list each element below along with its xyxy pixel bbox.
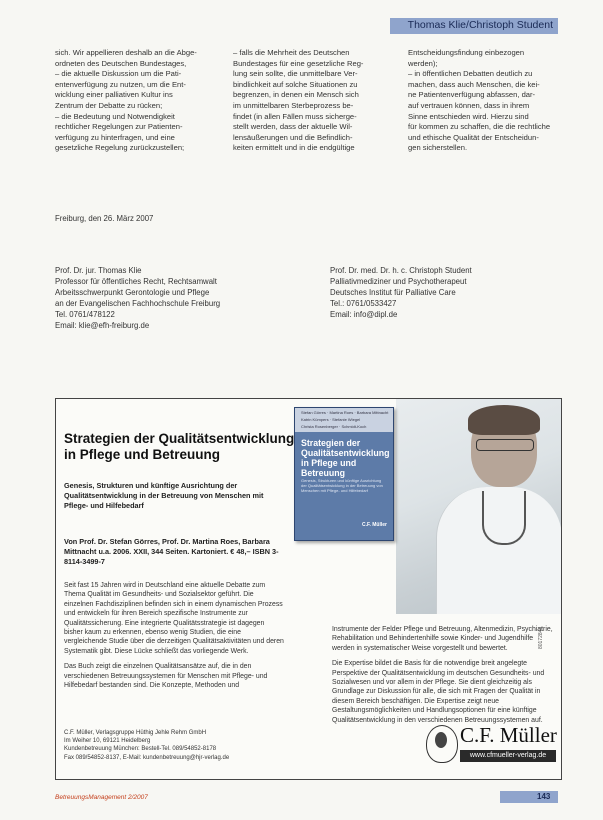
journal-name: BetreuungsManagement 2/2007 <box>55 794 148 801</box>
book-cover-title: Strategien der Qualitätsentwicklung in Pflege und Betreuung <box>301 438 390 478</box>
contact-line[interactable]: Fax 089/54852-8137, E-Mail: kundenbetreuung@hjr-verlag.de <box>64 754 230 761</box>
address-line: Professor für öffentliches Recht, Rechtsamwalt <box>55 277 217 286</box>
ad-paragraph: Das Buch zeigt die einzelnen Qualitätsansätze auf, die in den verschiedenen Betreuungssystemen für Menschen mit Pflege- und Hilfebedarf bestanden sind. Die Konzepte, Methoden und <box>64 663 268 690</box>
ad-body-right <box>332 625 554 731</box>
ad-paragraph: Seit fast 15 Jahren wird in Deutschland eine aktuelle Debatte zum Thema Qualität im Gesundheits- und Sozialsektor geführt. Die einzelnen Fachdisziplinen befinden sich in einem dynamischen Prozess und entwickeln für ihren Bereich spezifische Instrumente zur Qualitätssicherung. Eine integrierte Qualitätsstrategie ist dagegen bisher kaum zu erkennen, ebenso wenig Studien, die eine vergleichende Studie über die derzeitigen Qualitätsaktivitäten und deren Systematik gibt. Diese Lücke schließt das vorliegende Werk. <box>64 582 284 655</box>
contact-line: Im Weiher 10, 69121 Heidelberg <box>64 738 151 745</box>
address-line: Prof. Dr. jur. Thomas Klie <box>55 266 142 275</box>
text-line: findet (in allen Fällen muss sicherge- <box>233 111 357 121</box>
text-line: begrenzen, in denen ein Mensch sich <box>233 90 359 100</box>
column-1 <box>55 48 215 154</box>
text-line: – in öffentlichen Debatten deutlich zu <box>408 69 533 79</box>
text-line: rechtlicher Regelungen zur Patienten- <box>55 122 183 132</box>
text-line: verfügung zu hinterfragen, und eine <box>55 132 175 142</box>
text-columns <box>55 48 560 208</box>
ad-paragraph: Die Expertise bildet die Basis für die notwendige breit angelegte Perspektive der Qualitätsentwicklung im deutschen Gesundheits- und Sozialwesen und vor allem in der Pflege. Sie dient gleichzeitig als Grundlage zur Diskussion für alle, die sich mit Fragen der Qualität in diesem Bereich beschäftigen. Die Expertise zeigt neue Gestaltungsmöglichkeiten und Handlungsoptionen für eine künftige Qualitätsentwicklung in den verschiedenen Betreuungssystemen auf. <box>332 660 545 724</box>
ad-subtitle: Genesis, Strukturen und künftige Ausrichtung der Qualitätsentwicklung in der Betreuung von Menschen mit Pflege- und Hilfebedarf <box>64 481 264 510</box>
text-line: werden); <box>408 58 438 68</box>
ad-title: Strategien der Qualitätsentwicklung in Pflege und Betreuung <box>64 431 295 462</box>
address-email[interactable]: Email: klie@efh-freiburg.de <box>55 321 150 330</box>
text-line: gesetzliche Regelung zurückzustellen; <box>55 143 185 153</box>
text-line: ordneten des Deutschen Bundestages, <box>55 58 187 68</box>
address-line: Tel. 0761/478122 <box>55 310 115 319</box>
text-line: wicklung einer palliativen Kultur ins <box>55 90 173 100</box>
text-line: – falls die Mehrheit des Deutschen <box>233 48 350 57</box>
text-line: stellt werden, dass der aktuelle Wil- <box>233 122 353 132</box>
text-line: Zentrum der Debatte zu rücken; <box>55 100 163 110</box>
text-line: lensäußerungen und die Befindlich- <box>233 132 353 142</box>
column-3 <box>408 48 568 154</box>
book-advertisement <box>55 398 562 780</box>
text-line: Bundestages für eine gesetzliche Reg- <box>233 58 364 68</box>
book-cover[interactable] <box>294 407 394 541</box>
contact-line: C.F. Müller, Verlagsgruppe Hüthig Jehle Rehm GmbH <box>64 730 207 736</box>
text-line: entenverfügung zu nutzen, um die Ent- <box>55 79 186 89</box>
text-line: Entscheidungsfindung einbezogen <box>408 48 525 57</box>
book-author-line: Katrin Kümpers · Stefanie Wiegel <box>301 417 361 422</box>
text-line: gen sicherstellen. <box>408 143 468 153</box>
hair-shape <box>468 405 540 435</box>
doctor-photo <box>396 399 561 614</box>
publisher-contact <box>64 729 229 762</box>
author-address-student <box>330 265 472 320</box>
address-email[interactable]: Email: info@dipl.de <box>330 310 398 319</box>
address-line: Tel.: 0761/0533427 <box>330 299 397 308</box>
text-line: für kommen zu schaffen, die die rechtliche <box>408 122 551 132</box>
address-line: Arbeitsschwerpunkt Gerontologie und Pflege <box>55 288 210 297</box>
logo-name: C.F. Müller <box>460 723 557 747</box>
address-line: Deutsches Institut für Palliative Care <box>330 288 456 297</box>
text-line: Sinne entschieden wird. Hierzu sind <box>408 111 529 121</box>
text-line: – die Bedeutung und Notwendigkeit <box>55 111 175 121</box>
stethoscope-shape <box>482 491 526 545</box>
book-cover-subtitle: Genesis, Strukturen und künftige Ausrichtung der Qualitätsentwicklung in der Betreuung von Menschen mit Pflege- und Hilfebedarf <box>301 478 383 493</box>
book-author-line: Stefan Görres · Martina Roes · Barbara Mittnacht <box>301 410 389 415</box>
text-line: keiten ermittelt und in die endgültige <box>233 143 355 153</box>
ad-body-left <box>64 581 284 696</box>
logo-url[interactable]: www.cfmueller-verlag.de <box>460 750 556 762</box>
glasses-shape <box>476 439 534 451</box>
address-line: Prof. Dr. med. Dr. h. c. Christoph Student <box>330 266 472 275</box>
page-number: 143 <box>537 792 551 801</box>
text-line: und ethische Qualität der Entscheidun- <box>408 132 539 142</box>
book-cover-publisher: C.F. Müller <box>361 522 387 528</box>
text-line: im unmittelbaren Sterbeprozess be- <box>233 100 354 110</box>
text-line: ne Patientenverfügung abfassen, dar- <box>408 90 536 100</box>
book-cover-authors <box>295 408 393 432</box>
ad-paragraph: Instrumente der Felder Pflege und Betreuung, Altenmedizin, Psychiatrie, Rehabilitation und Behindertenhilfe sowie Kinder- und Jugendhilfe werden in systematischer Weise vorgestellt und bewertet. <box>332 626 553 652</box>
text-line: – die aktuelle Diskussion um die Pati- <box>55 69 182 79</box>
seal-icon <box>426 725 458 763</box>
ad-authors: Von Prof. Dr. Stefan Görres, Prof. Dr. Martina Roes, Barbara Mittnacht u.a. 2006. XXII, 344 Seiten. Kartoniert. € 48,– ISBN 3-8114-3499-7 <box>64 537 279 566</box>
contact-line: Kundenbetreuung München: Bestell-Tel. 089/54852-8178 <box>64 746 217 753</box>
ad-code: 80172846 <box>538 626 544 649</box>
text-line: bindlichkeit auf solche Situationen zu <box>233 79 358 89</box>
text-line: lung sein sollte, die unmittelbare Ver- <box>233 69 358 79</box>
text-line: machen, dass auch Menschen, die kei- <box>408 79 540 89</box>
text-line: sich. Wir appellieren deshalb an die Abge- <box>55 48 197 57</box>
publisher-logo[interactable] <box>426 719 558 773</box>
address-line: an der Evangelischen Fachhochschule Freiburg <box>55 299 221 308</box>
column-2 <box>233 48 393 154</box>
dateline: Freiburg, den 26. März 2007 <box>55 214 154 223</box>
text-line: auf vertrauen können, dass in ihrem <box>408 100 530 110</box>
address-line: Palliativmediziner und Psychotherapeut <box>330 277 467 286</box>
book-author-line: Christa Rosenberger · Schmidt-Koch <box>301 424 367 429</box>
running-header: Thomas Klie/Christoph Student <box>407 19 553 31</box>
author-address-klie <box>55 265 220 331</box>
